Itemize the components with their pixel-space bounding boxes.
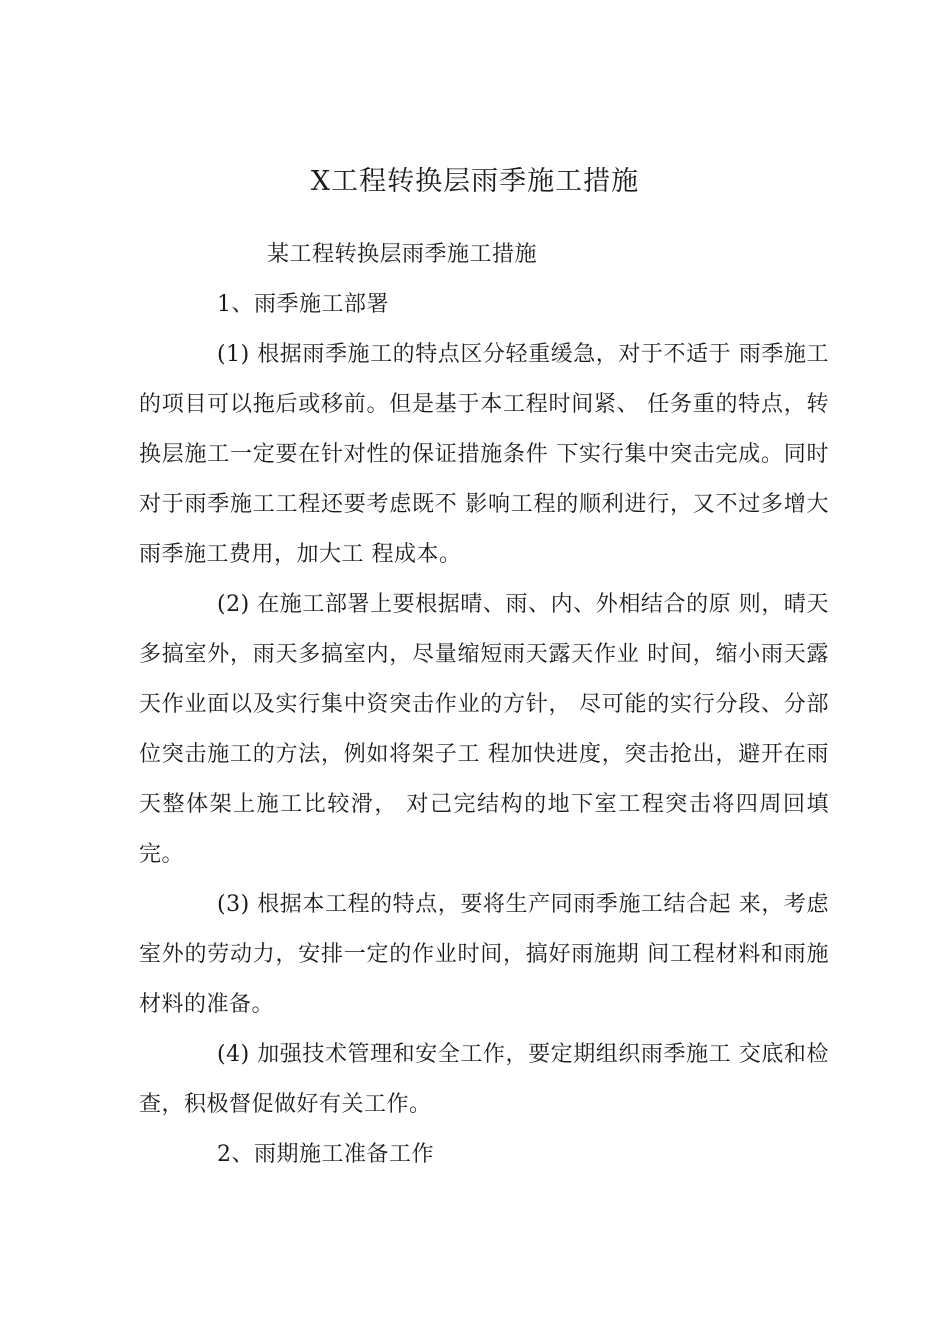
document-body <box>139 230 829 1180</box>
paragraph-3: (3) 根据本工程的特点，要将生产同雨季施工结合起 来，考虑室外的劳动力，安排一定的作业时间，搞好雨施期 间工程材料和雨施材料的准备。 <box>139 892 829 1017</box>
section-heading-2: 2、雨期施工准备工作 <box>217 1142 434 1167</box>
paragraph-4: (4) 加强技术管理和安全工作，要定期组织雨季施工 交底和检查，积极督促做好有关工作。 <box>139 1042 829 1117</box>
section-heading-1: 1、雨季施工部署 <box>217 292 389 317</box>
paragraph-1: (1) 根据雨季施工的特点区分轻重缓急，对于不适于 雨季施工的项目可以拖后或移前。但是基于本工程时间紧、 任务重的特点，转换层施工一定要在针对性的保证措施条件 下实行集中突击完成。同时对于雨季施工工程还要考虑既不 影响工程的顺利进行，又不过多增大雨季施工费用，加大工 程成本。 <box>139 342 829 567</box>
document-subtitle: 某工程转换层雨季施工措施 <box>267 242 538 267</box>
document-title: X工程转换层雨季施工措施 <box>310 166 640 197</box>
paragraph-2: (2) 在施工部署上要根据晴、雨、内、外相结合的原 则，晴天多搞室外，雨天多搞室内，尽量缩短雨天露天作业 时间，缩小雨天露天作业面以及实行集中资突击作业的方针， 尽可能的实行分段、分部位突击施工的方法，例如将架子工 程加快进度，突击抢出，避开在雨天整体架上施工比较滑， 对己完结构的地下室工程突击将四周回填完。 <box>139 592 829 867</box>
